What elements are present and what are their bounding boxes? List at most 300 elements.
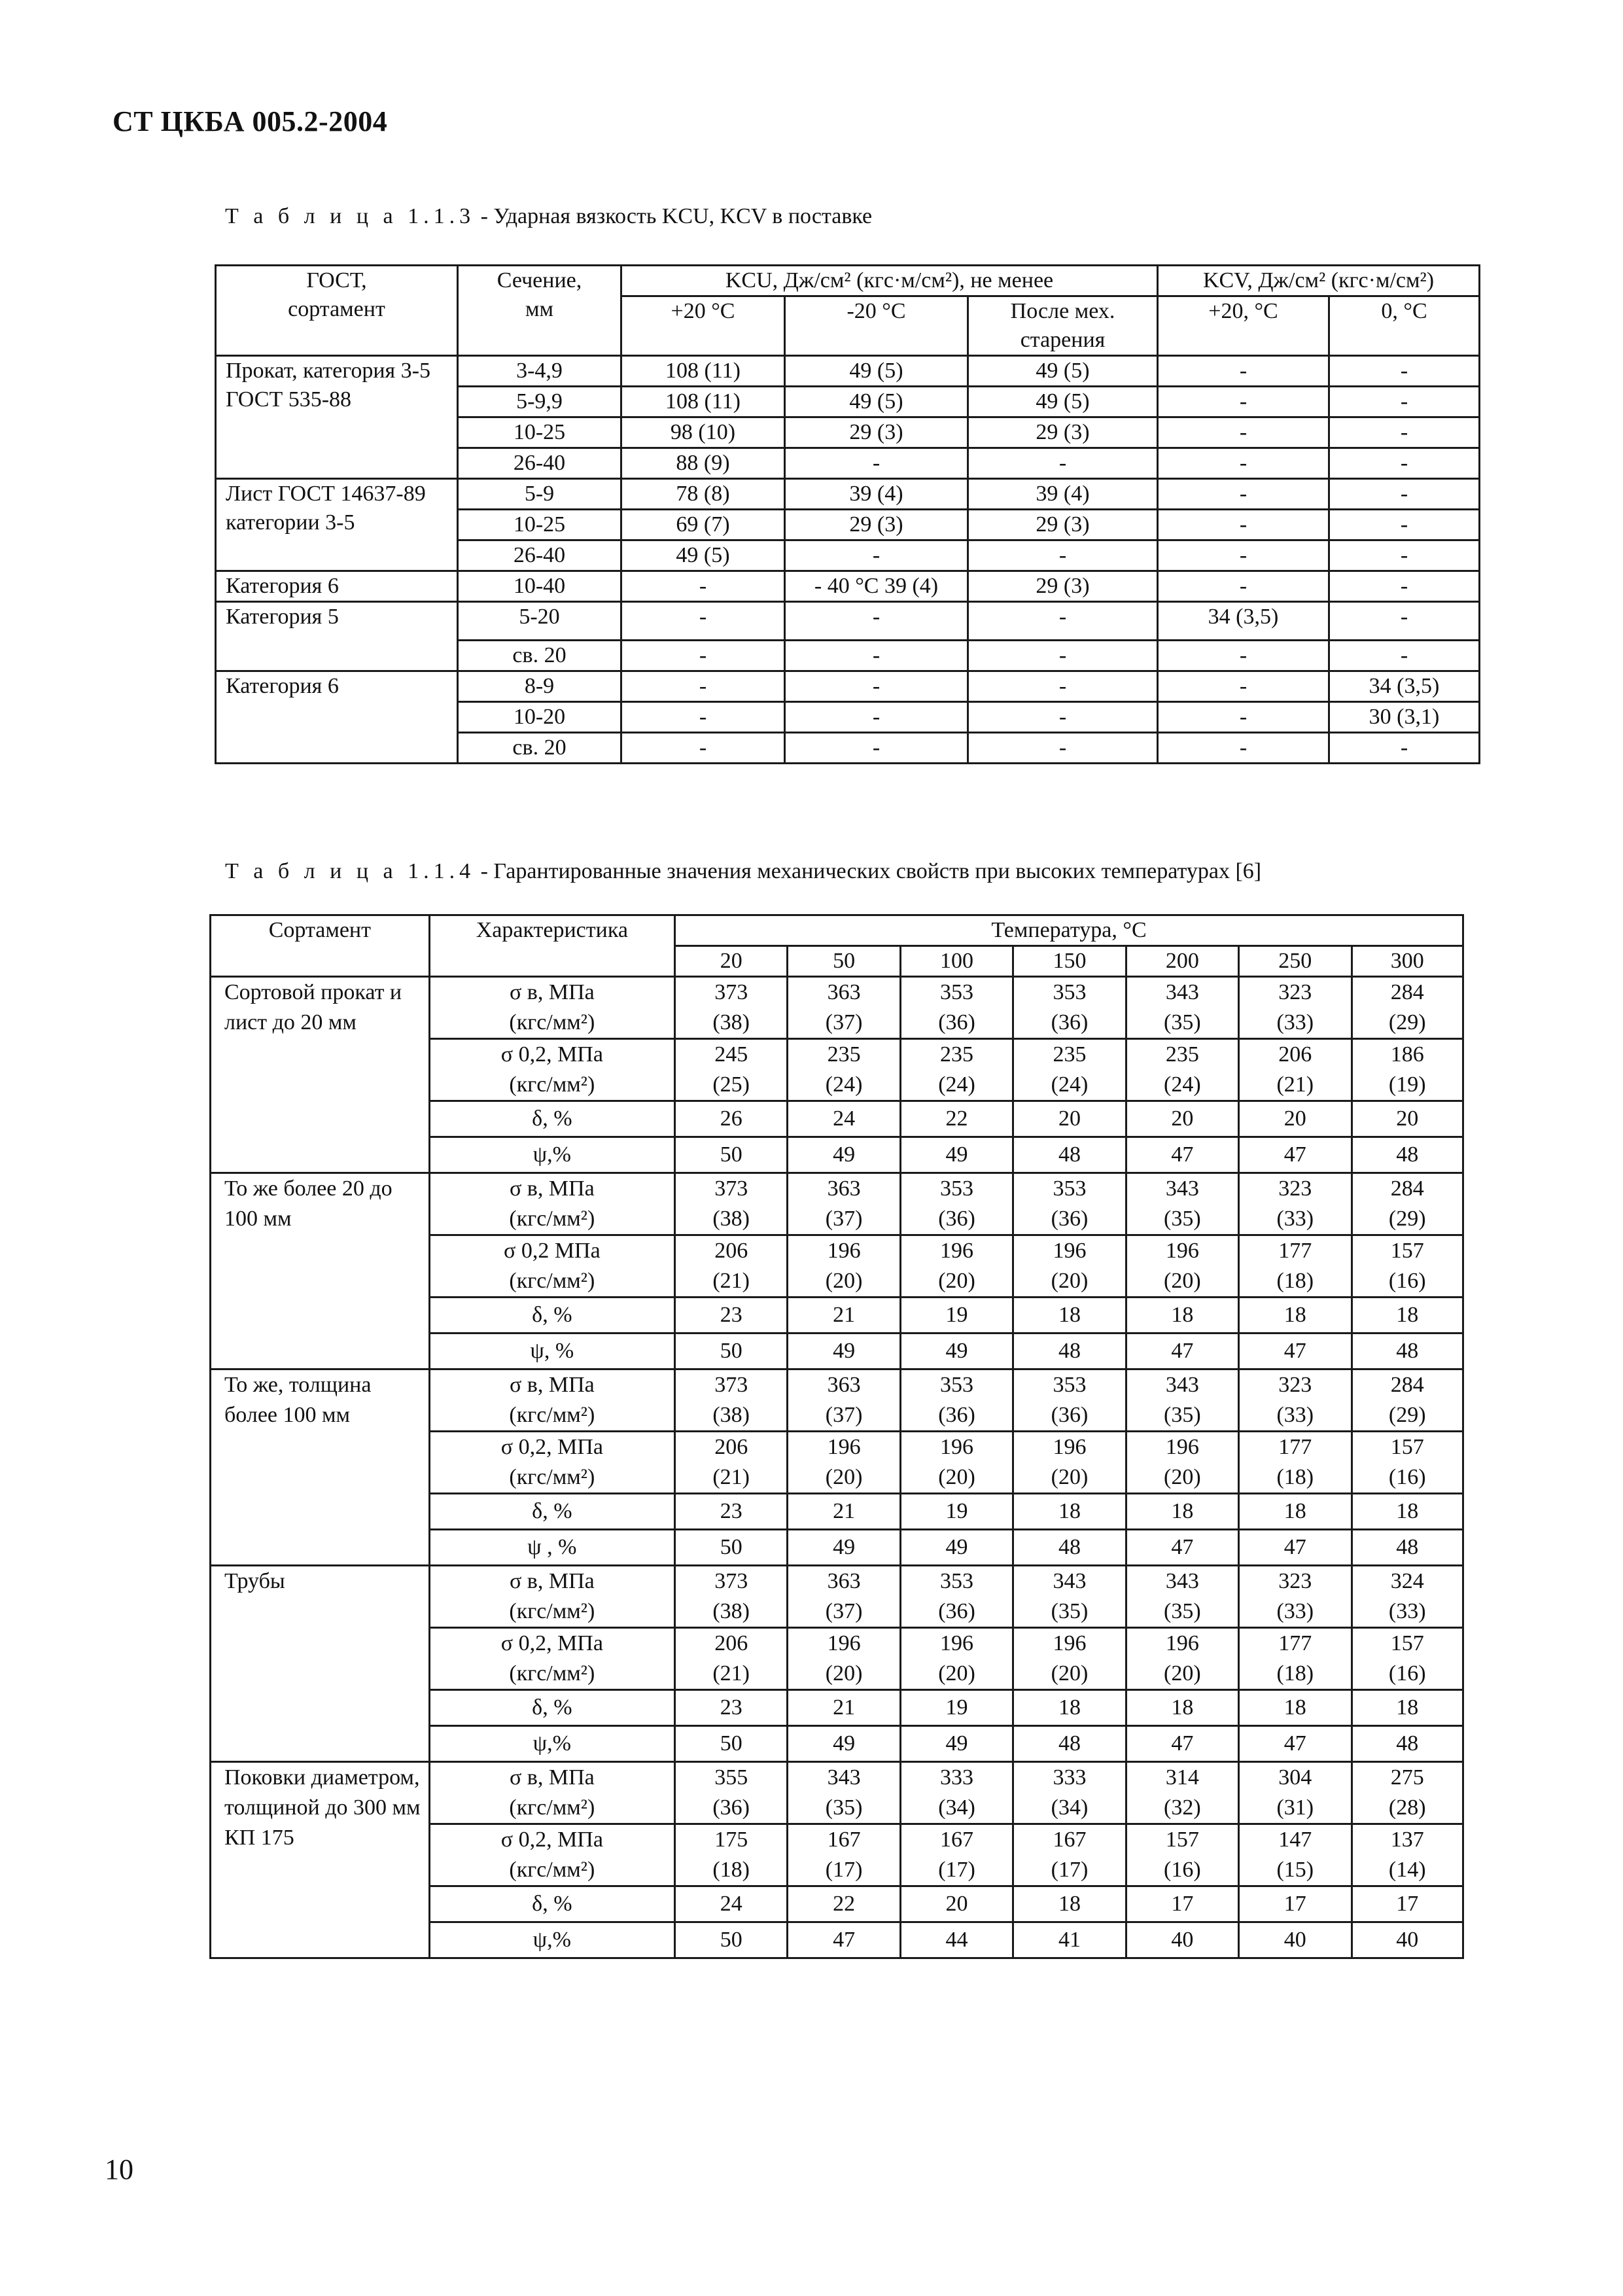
cell-kcv-0: - — [1329, 387, 1480, 417]
value-cell — [788, 1762, 900, 1824]
value-cell — [788, 1039, 900, 1101]
value-main: 18 — [1058, 1892, 1081, 1916]
cell-kcv-p20: - — [1158, 510, 1329, 540]
value-kgf: (24) — [938, 1072, 975, 1097]
characteristic-label: ψ , % — [527, 1535, 577, 1559]
characteristic-label: ψ, % — [530, 1339, 574, 1363]
value-kgf: (24) — [1164, 1072, 1201, 1097]
cell-kcv-p20: - — [1158, 702, 1329, 733]
value-main: 47 — [1171, 1731, 1194, 1756]
kcv-group-header: KCV, Дж/см² (кгс·м/см²) — [1158, 266, 1480, 296]
value-cell — [1126, 1762, 1238, 1824]
table-1-caption-text: - Ударная вязкость KCU, KCV в поставке — [475, 204, 873, 228]
value-main: 175 — [714, 1828, 748, 1852]
cell-kcv-p20: 34 (3,5) — [1158, 602, 1329, 641]
value-cell — [1239, 1039, 1352, 1101]
value-main: 48 — [1058, 1339, 1081, 1363]
value-cell — [674, 1922, 787, 1958]
value-kgf: (33) — [1388, 1599, 1426, 1623]
value-cell — [674, 1173, 787, 1235]
cell-kcu-p20: 78 (8) — [621, 479, 785, 510]
cell-kcv-0: 30 (3,1) — [1329, 702, 1480, 733]
value-cell — [1352, 1039, 1463, 1101]
characteristic-unit: (кгс/мм²) — [509, 1403, 595, 1427]
value-cell — [788, 1101, 900, 1137]
value-cell — [1352, 1690, 1463, 1726]
value-main: 19 — [945, 1695, 968, 1720]
value-main: 21 — [833, 1303, 856, 1327]
characteristic-cell — [429, 977, 674, 1039]
value-main: 18 — [1396, 1695, 1419, 1720]
value-main: 196 — [940, 1239, 974, 1263]
value-cell — [1239, 1690, 1352, 1726]
value-main: 20 — [945, 1892, 968, 1916]
value-main: 373 — [714, 1569, 748, 1593]
value-cell — [674, 1039, 787, 1101]
value-cell — [1352, 1628, 1463, 1690]
value-cell — [1126, 1333, 1238, 1369]
value-main: 343 — [827, 1765, 861, 1790]
cell-kcv-p20: - — [1158, 479, 1329, 510]
value-cell — [1352, 1137, 1463, 1173]
cell-kcu-p20: 49 (5) — [621, 540, 785, 571]
value-cell — [1013, 1494, 1126, 1530]
value-main: 353 — [940, 1569, 974, 1593]
value-cell — [1013, 1137, 1126, 1173]
value-cell — [674, 1298, 787, 1333]
cell-kcv-p20: - — [1158, 448, 1329, 479]
cell-section: 5-9 — [458, 479, 621, 510]
cell-kcu-p20: 98 (10) — [621, 417, 785, 448]
temperature-header: 20 — [674, 946, 787, 977]
value-main: 18 — [1396, 1499, 1419, 1523]
characteristic-label: ψ,% — [532, 1928, 571, 1952]
value-kgf: (31) — [1276, 1795, 1314, 1820]
value-cell — [1126, 1690, 1238, 1726]
cell-kcu-p20: - — [621, 571, 785, 602]
value-cell — [1126, 1566, 1238, 1628]
value-main: 353 — [1053, 1176, 1087, 1201]
characteristic-cell — [429, 1369, 674, 1432]
value-kgf: (20) — [1051, 1661, 1089, 1686]
group-label: Прокат, категория 3-5 ГОСТ 535-88 — [216, 356, 458, 479]
value-cell — [1239, 1566, 1352, 1628]
value-main: 284 — [1390, 1373, 1424, 1397]
cell-kcv-p20: - — [1158, 733, 1329, 764]
value-main: 40 — [1283, 1928, 1306, 1952]
characteristic-cell — [429, 1566, 674, 1628]
value-kgf: (36) — [1051, 1207, 1089, 1231]
value-kgf: (32) — [1164, 1795, 1201, 1820]
cell-kcv-0: 34 (3,5) — [1329, 671, 1480, 702]
value-main: 373 — [714, 1373, 748, 1397]
value-main: 353 — [1053, 1373, 1087, 1397]
value-main: 363 — [827, 1373, 861, 1397]
characteristic-label: σ в, МПа — [509, 1765, 595, 1790]
cell-section: св. 20 — [458, 733, 621, 764]
value-main: 324 — [1390, 1569, 1424, 1593]
value-cell — [1126, 977, 1238, 1039]
characteristic-cell — [429, 1494, 674, 1530]
kcv-plus20-header: +20, °С — [1158, 296, 1329, 356]
value-cell — [1239, 1494, 1352, 1530]
group-label: Трубы — [211, 1566, 430, 1762]
characteristic-cell — [429, 1628, 674, 1690]
value-cell — [900, 1530, 1013, 1566]
value-main: 23 — [720, 1303, 742, 1327]
cell-kcv-p20: - — [1158, 671, 1329, 702]
value-cell — [1126, 1137, 1238, 1173]
value-main: 196 — [1053, 1239, 1087, 1263]
cell-kcu-p20: 69 (7) — [621, 510, 785, 540]
value-cell — [788, 1690, 900, 1726]
value-kgf: (36) — [938, 1010, 975, 1034]
characteristic-unit: (кгс/мм²) — [509, 1661, 595, 1686]
cell-kcv-p20: - — [1158, 641, 1329, 671]
value-kgf: (35) — [1164, 1403, 1201, 1427]
value-cell — [1352, 1235, 1463, 1298]
temperature-header: 300 — [1352, 946, 1463, 977]
cell-kcu-aging: - — [968, 671, 1158, 702]
value-kgf: (29) — [1388, 1403, 1426, 1427]
value-kgf: (20) — [1051, 1465, 1089, 1489]
value-main: 18 — [1058, 1499, 1081, 1523]
value-kgf: (35) — [1051, 1599, 1089, 1623]
value-main: 196 — [940, 1435, 974, 1459]
value-cell — [1013, 1039, 1126, 1101]
value-cell — [1013, 1173, 1126, 1235]
cell-section: 10-25 — [458, 510, 621, 540]
cell-kcu-aging: 29 (3) — [968, 417, 1158, 448]
value-main: 20 — [1171, 1106, 1194, 1131]
value-kgf: (16) — [1164, 1858, 1201, 1882]
value-cell — [1352, 1922, 1463, 1958]
value-main: 47 — [1171, 1142, 1194, 1167]
group-label: То же более 20 до 100 мм — [211, 1173, 430, 1369]
value-kgf: (33) — [1276, 1403, 1314, 1427]
characteristic-cell — [429, 1886, 674, 1922]
cell-kcv-0: - — [1329, 641, 1480, 671]
value-cell — [674, 1762, 787, 1824]
cell-kcu-aging: - — [968, 602, 1158, 641]
value-main: 48 — [1058, 1731, 1081, 1756]
value-main: 47 — [1171, 1535, 1194, 1559]
cell-kcu-p20: 108 (11) — [621, 387, 785, 417]
table-2-caption-label: Т а б л и ц а 1.1.4 — [225, 859, 476, 883]
characteristic-label: ψ,% — [532, 1142, 571, 1167]
value-cell — [788, 1628, 900, 1690]
cell-section: 5-20 — [458, 602, 621, 641]
value-main: 333 — [1053, 1765, 1087, 1790]
cell-kcu-p20: - — [621, 641, 785, 671]
characteristic-label: δ, % — [532, 1499, 572, 1523]
value-main: 363 — [827, 1176, 861, 1201]
kcu-group-header: KCU, Дж/см² (кгс·м/см²), не менее — [621, 266, 1158, 296]
value-cell — [1126, 1494, 1238, 1530]
value-kgf: (14) — [1388, 1858, 1426, 1882]
value-kgf: (21) — [712, 1661, 750, 1686]
value-main: 333 — [940, 1765, 974, 1790]
value-main: 235 — [940, 1042, 974, 1067]
cell-section: 10-25 — [458, 417, 621, 448]
value-cell — [1126, 1298, 1238, 1333]
value-main: 24 — [720, 1892, 742, 1916]
cell-kcu-aging: - — [968, 448, 1158, 479]
value-kgf: (20) — [1164, 1269, 1201, 1293]
value-cell — [900, 1137, 1013, 1173]
value-cell — [788, 1369, 900, 1432]
value-kgf: (38) — [712, 1010, 750, 1034]
value-main: 17 — [1396, 1892, 1419, 1916]
value-main: 284 — [1390, 980, 1424, 1004]
value-main: 49 — [833, 1339, 856, 1363]
group-label: Категория 6 — [216, 571, 458, 602]
characteristic-unit: (кгс/мм²) — [509, 1207, 595, 1231]
cell-kcu-aging: 49 (5) — [968, 387, 1158, 417]
value-kgf: (20) — [1164, 1465, 1201, 1489]
value-main: 18 — [1171, 1499, 1194, 1523]
value-main: 20 — [1058, 1106, 1081, 1131]
value-cell — [1013, 1922, 1126, 1958]
characteristic-label: σ в, МПа — [509, 1373, 595, 1397]
value-kgf: (33) — [1276, 1010, 1314, 1034]
value-cell — [900, 1369, 1013, 1432]
value-cell — [1352, 1886, 1463, 1922]
value-cell — [1126, 1824, 1238, 1886]
characteristic-label: σ 0,2 МПа — [503, 1239, 601, 1263]
characteristic-unit: (кгс/мм²) — [509, 1599, 595, 1623]
cell-kcv-p20: - — [1158, 571, 1329, 602]
value-cell — [1352, 1726, 1463, 1762]
value-cell — [788, 1333, 900, 1369]
value-cell — [674, 1137, 787, 1173]
col-characteristic-header: Характеристика — [429, 915, 674, 977]
value-cell — [1352, 1566, 1463, 1628]
value-main: 196 — [827, 1239, 861, 1263]
temperature-header: 100 — [900, 946, 1013, 977]
value-main: 17 — [1171, 1892, 1194, 1916]
value-main: 343 — [1165, 1569, 1199, 1593]
value-main: 304 — [1278, 1765, 1312, 1790]
cell-kcv-0: - — [1329, 417, 1480, 448]
characteristic-cell — [429, 1333, 674, 1369]
value-main: 355 — [714, 1765, 748, 1790]
value-kgf: (20) — [938, 1465, 975, 1489]
table-row — [211, 1369, 1463, 1432]
value-cell — [1352, 1101, 1463, 1137]
table-row — [211, 1762, 1463, 1824]
value-cell — [1126, 1530, 1238, 1566]
value-main: 50 — [720, 1142, 742, 1167]
value-kgf: (25) — [712, 1072, 750, 1097]
value-cell — [1126, 1432, 1238, 1494]
value-kgf: (35) — [825, 1795, 863, 1820]
value-main: 40 — [1171, 1928, 1194, 1952]
value-main: 284 — [1390, 1176, 1424, 1201]
value-kgf: (16) — [1388, 1269, 1426, 1293]
value-main: 49 — [833, 1731, 856, 1756]
characteristic-cell — [429, 1690, 674, 1726]
col-sortament-header: Сортамент — [211, 915, 430, 977]
value-main: 50 — [720, 1535, 742, 1559]
value-main: 206 — [1278, 1042, 1312, 1067]
value-cell — [900, 1726, 1013, 1762]
value-main: 49 — [833, 1142, 856, 1167]
value-main: 157 — [1390, 1631, 1424, 1655]
value-cell — [1352, 1824, 1463, 1886]
value-main: 353 — [940, 1176, 974, 1201]
value-cell — [900, 1101, 1013, 1137]
value-cell — [1239, 1922, 1352, 1958]
value-cell — [900, 1762, 1013, 1824]
value-main: 50 — [720, 1731, 742, 1756]
value-cell — [674, 1886, 787, 1922]
cell-kcu-p20: - — [621, 702, 785, 733]
value-cell — [1239, 977, 1352, 1039]
characteristic-unit: (кгс/мм²) — [509, 1795, 595, 1820]
value-kgf: (24) — [1051, 1072, 1089, 1097]
value-main: 343 — [1165, 1176, 1199, 1201]
value-main: 48 — [1396, 1535, 1419, 1559]
characteristic-label: σ 0,2, МПа — [500, 1828, 603, 1852]
cell-kcu-m20: - 40 °С 39 (4) — [785, 571, 968, 602]
value-kgf: (20) — [825, 1269, 863, 1293]
value-cell — [900, 1886, 1013, 1922]
value-main: 196 — [1165, 1239, 1199, 1263]
value-kgf: (36) — [938, 1207, 975, 1231]
cell-section: 10-20 — [458, 702, 621, 733]
value-main: 23 — [720, 1499, 742, 1523]
value-cell — [1239, 1824, 1352, 1886]
impact-strength-table — [215, 264, 1480, 764]
temperature-header: 250 — [1239, 946, 1352, 977]
cell-kcv-0: - — [1329, 602, 1480, 641]
value-kgf: (21) — [712, 1269, 750, 1293]
value-cell — [1239, 1762, 1352, 1824]
value-kgf: (36) — [938, 1403, 975, 1427]
value-main: 235 — [1053, 1042, 1087, 1067]
value-kgf: (16) — [1388, 1661, 1426, 1686]
value-main: 323 — [1278, 1373, 1312, 1397]
value-kgf: (18) — [1276, 1465, 1314, 1489]
value-kgf: (20) — [1164, 1661, 1201, 1686]
value-kgf: (38) — [712, 1403, 750, 1427]
value-main: 167 — [1053, 1828, 1087, 1852]
value-main: 48 — [1058, 1535, 1081, 1559]
value-main: 50 — [720, 1339, 742, 1363]
characteristic-label: ψ,% — [532, 1731, 571, 1756]
value-cell — [1239, 1628, 1352, 1690]
cell-kcu-m20: - — [785, 702, 968, 733]
temperature-header: 200 — [1126, 946, 1238, 977]
value-main: 206 — [714, 1631, 748, 1655]
value-main: 49 — [945, 1731, 968, 1756]
value-cell — [1352, 977, 1463, 1039]
value-cell — [1126, 1101, 1238, 1137]
value-main: 343 — [1165, 980, 1199, 1004]
cell-section: 5-9,9 — [458, 387, 621, 417]
value-cell — [900, 1824, 1013, 1886]
value-cell — [788, 1173, 900, 1235]
value-cell — [788, 1298, 900, 1333]
value-cell — [674, 1530, 787, 1566]
value-kgf: (21) — [712, 1465, 750, 1489]
value-cell — [674, 1726, 787, 1762]
value-cell — [1013, 1726, 1126, 1762]
value-cell — [1126, 1922, 1238, 1958]
cell-section: 3-4,9 — [458, 356, 621, 387]
value-main: 47 — [1283, 1142, 1306, 1167]
value-cell — [900, 1922, 1013, 1958]
value-main: 26 — [720, 1106, 742, 1131]
value-main: 167 — [827, 1828, 861, 1852]
value-cell — [1352, 1369, 1463, 1432]
characteristic-label: σ 0,2, МПа — [500, 1631, 603, 1655]
characteristic-cell — [429, 1235, 674, 1298]
characteristic-unit: (кгс/мм²) — [509, 1465, 595, 1489]
value-cell — [1013, 1690, 1126, 1726]
value-cell — [1013, 1432, 1126, 1494]
value-main: 157 — [1390, 1239, 1424, 1263]
kcu-aging-header: После мех. старения — [968, 296, 1158, 356]
cell-kcu-aging: 29 (3) — [968, 571, 1158, 602]
characteristic-label: δ, % — [532, 1106, 572, 1131]
value-main: 323 — [1278, 1569, 1312, 1593]
value-main: 50 — [720, 1928, 742, 1952]
value-cell — [1126, 1886, 1238, 1922]
table-row — [216, 356, 1480, 387]
value-kgf: (37) — [825, 1207, 863, 1231]
kcu-plus20-header: +20 °С — [621, 296, 785, 356]
value-cell — [674, 1628, 787, 1690]
value-main: 373 — [714, 1176, 748, 1201]
value-main: 363 — [827, 1569, 861, 1593]
value-main: 323 — [1278, 980, 1312, 1004]
value-kgf: (20) — [938, 1661, 975, 1686]
value-main: 363 — [827, 980, 861, 1004]
cell-kcu-m20: - — [785, 671, 968, 702]
value-cell — [674, 1333, 787, 1369]
value-kgf: (36) — [1051, 1010, 1089, 1034]
value-cell — [1013, 1762, 1126, 1824]
value-main: 177 — [1278, 1435, 1312, 1459]
value-cell — [674, 1235, 787, 1298]
kcu-minus20-header: -20 °С — [785, 296, 968, 356]
value-main: 353 — [940, 980, 974, 1004]
cell-kcu-p20: 88 (9) — [621, 448, 785, 479]
value-kgf: (34) — [938, 1795, 975, 1820]
value-main: 20 — [1283, 1106, 1306, 1131]
value-cell — [674, 1566, 787, 1628]
value-main: 24 — [833, 1106, 856, 1131]
value-cell — [788, 1824, 900, 1886]
cell-kcv-0: - — [1329, 448, 1480, 479]
value-cell — [1126, 1369, 1238, 1432]
value-kgf: (18) — [1276, 1269, 1314, 1293]
value-kgf: (18) — [712, 1858, 750, 1882]
value-kgf: (29) — [1388, 1207, 1426, 1231]
cell-kcv-p20: - — [1158, 356, 1329, 387]
value-cell — [674, 1824, 787, 1886]
cell-kcv-p20: - — [1158, 387, 1329, 417]
characteristic-label: σ в, МПа — [509, 980, 595, 1004]
cell-kcv-0: - — [1329, 356, 1480, 387]
cell-kcu-aging: - — [968, 540, 1158, 571]
value-cell — [788, 1137, 900, 1173]
cell-kcu-p20: - — [621, 602, 785, 641]
cell-kcv-p20: - — [1158, 417, 1329, 448]
value-main: 196 — [827, 1631, 861, 1655]
